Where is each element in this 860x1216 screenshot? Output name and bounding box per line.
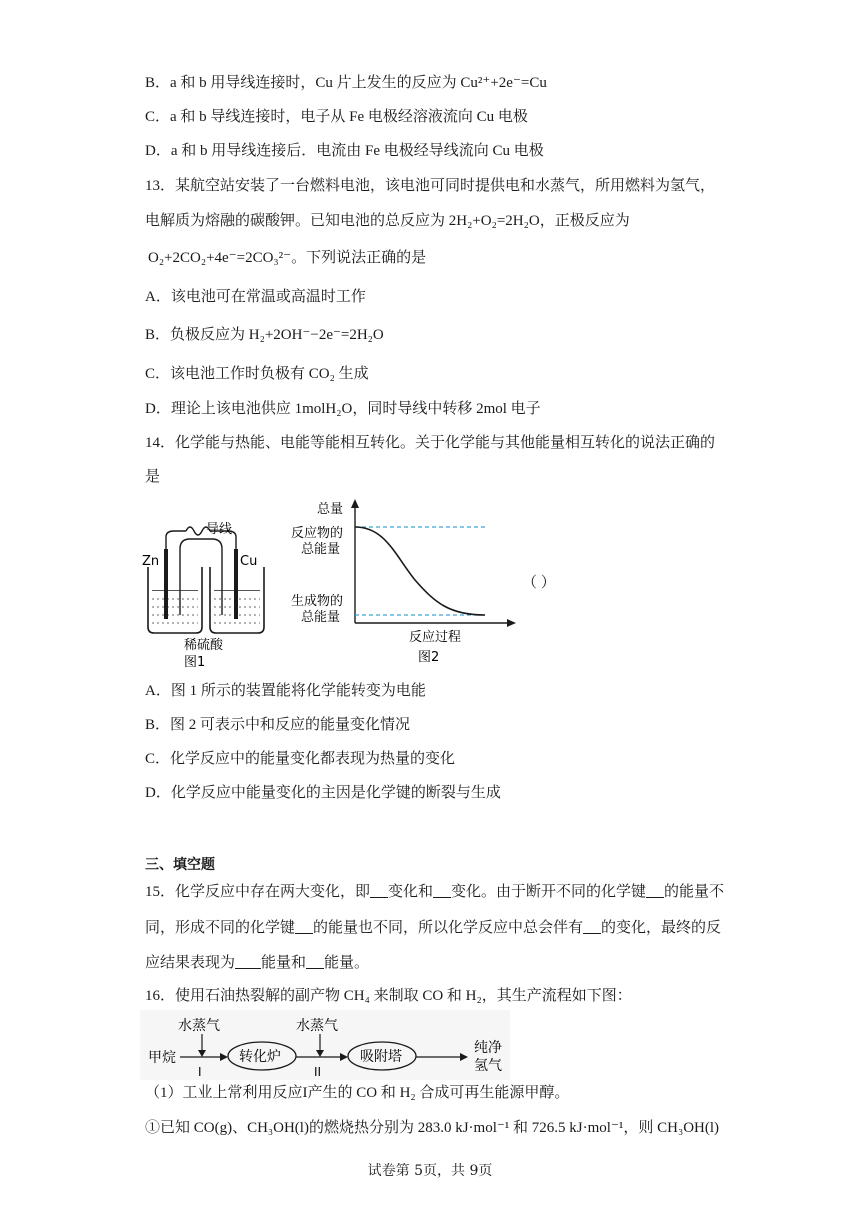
- flow-steam-2-label: 水蒸气: [296, 1018, 338, 1034]
- q15-blank-3[interactable]: [646, 883, 664, 898]
- q14-option-a: A．图 1 所示的装置能将化学能转变为电能: [145, 683, 426, 699]
- q15-l2b: 的能量也不同，所以化学反应中总会伴有: [313, 920, 584, 936]
- q15-blank-4[interactable]: [295, 919, 313, 934]
- q13-cathode-equation: O₂+2CO₂+4e⁻=2CO₃²⁻: [148, 250, 292, 266]
- fig1-cu-label: Cu: [240, 554, 258, 569]
- flow-methane-label: 甲烷: [148, 1050, 176, 1066]
- q15-l1a: 15．化学反应中存在两大变化，即: [145, 884, 371, 900]
- fig2-caption: 图2: [418, 650, 440, 665]
- q15-line2: [145, 918, 721, 938]
- q13-option-b: B．负极反应为 H₂+2OH⁻−2e⁻=2H₂O: [145, 327, 384, 343]
- q13-stem-line1: 13．某航空站安装了一台燃料电池，该电池可同时提供电和水蒸气，所用燃料为氢气，: [145, 178, 716, 194]
- q16-flow-diagram: [140, 1010, 510, 1080]
- q15-blank-5[interactable]: [583, 919, 601, 934]
- figure-2-energy-diagram: [285, 495, 520, 670]
- fig2-y-axis-label: 总量: [317, 502, 344, 517]
- q15-l3c: 能量。: [324, 955, 370, 971]
- q13-stem-tail: 。下列说法正确的是: [291, 250, 427, 266]
- fig2-reactant-label-1: 反应物的: [291, 526, 344, 541]
- q15-blank-6[interactable]: [235, 954, 261, 969]
- q15-line3: [145, 953, 369, 973]
- q12-option-d: D．a 和 b 用导线连接后．电流由 Fe 电极经导线流向 Cu 电极: [145, 143, 544, 159]
- flow-tower-label: 吸附塔: [360, 1049, 402, 1065]
- q15-l1d: 的能量不: [664, 884, 725, 900]
- section-heading: 三、填空题: [145, 857, 215, 873]
- flow-furnace-label: 转化炉: [239, 1049, 281, 1065]
- flow-steam-1-label: 水蒸气: [178, 1018, 220, 1034]
- page-footer: 试卷第 5页，共 9页: [367, 1163, 493, 1179]
- q14-option-c: C．化学反应中的能量变化都表现为热量的变化: [145, 751, 456, 767]
- fig1-zn-label: Zn: [142, 554, 160, 569]
- flow-step-1-label: I: [198, 1065, 202, 1079]
- q15-l1b: 变化和: [388, 884, 434, 900]
- flow-pure-label-1: 纯净: [474, 1040, 502, 1056]
- q13-option-a: A．该电池可在常温或高温时工作: [145, 289, 366, 305]
- fig2-product-label-1: 生成物的: [291, 594, 344, 609]
- q14-option-b: B．图 2 可表示中和反应的能量变化情况: [145, 717, 411, 733]
- figure-1-galvanic-cell: [140, 515, 280, 670]
- q13-option-c: C．该电池工作时负极有 CO₂ 生成: [145, 366, 369, 382]
- q14-stem-line2: 是: [145, 469, 161, 485]
- q13-option-d: D．理论上该电池供应 1molH₂O，同时导线中转移 2mol 电子: [145, 401, 541, 417]
- q15-l3b: 能量和: [261, 955, 307, 971]
- q14-stem-line1: 14．化学能与热能、电能等能相互转化。关于化学能与其他能量相互转化的说法正确的: [145, 435, 716, 451]
- fig1-acid-label: 稀硫酸: [184, 638, 224, 653]
- q15-l1c: 变化。由于断开不同的化学键: [451, 884, 647, 900]
- q15-l2c: 的变化，最终的反: [601, 920, 722, 936]
- q16-sub1: （1）工业上常利用反应I产生的 CO 和 H₂ 合成可再生能源甲醇。: [145, 1085, 570, 1101]
- q15-l2a: 同，形成不同的化学键: [145, 920, 296, 936]
- flow-pure-label-2: 氢气: [474, 1058, 502, 1074]
- fig2-x-axis-label: 反应过程: [409, 630, 462, 645]
- q15-line1: [145, 882, 724, 902]
- flow-step-2-label: II: [314, 1065, 322, 1079]
- fig2-reactant-label-2: 总能量: [301, 542, 341, 557]
- q14-option-d: D．化学反应中能量变化的主因是化学键的断裂与生成: [145, 785, 501, 801]
- q16-sub1a: ①已知 CO(g)、CH₃OH(l)的燃烧热分别为 283.0 kJ·mol⁻¹ 和 726.5 kJ·mol⁻¹，则 CH₃OH(l): [145, 1120, 720, 1136]
- q13-stem-line3: [148, 248, 426, 268]
- fig1-caption: 图1: [184, 655, 206, 670]
- q15-blank-7[interactable]: [306, 954, 324, 969]
- q15-l3a: 应结果表现为: [145, 955, 236, 971]
- fig2-product-label-2: 总能量: [301, 610, 341, 625]
- q15-blank-2[interactable]: [433, 883, 451, 898]
- q15-blank-1[interactable]: [370, 883, 388, 898]
- q12-option-c: C．a 和 b 导线连接时，电子从 Fe 电极经溶液流向 Cu 电极: [145, 109, 528, 125]
- q16-stem: 16．使用石油热裂解的副产物 CH₄ 来制取 CO 和 H₂，其生产流程如下图：: [145, 988, 632, 1004]
- fig1-wire-label: 导线: [206, 522, 233, 537]
- q12-option-b: B．a 和 b 用导线连接时，Cu 片上发生的反应为 Cu²⁺+2e⁻=Cu: [145, 75, 547, 91]
- q13-stem-line2: 电解质为熔融的碳酸钾。已知电池的总反应为 2H₂+O₂=2H₂O，正极反应为: [145, 213, 630, 229]
- q14-answer-paren: （ ）: [522, 575, 556, 591]
